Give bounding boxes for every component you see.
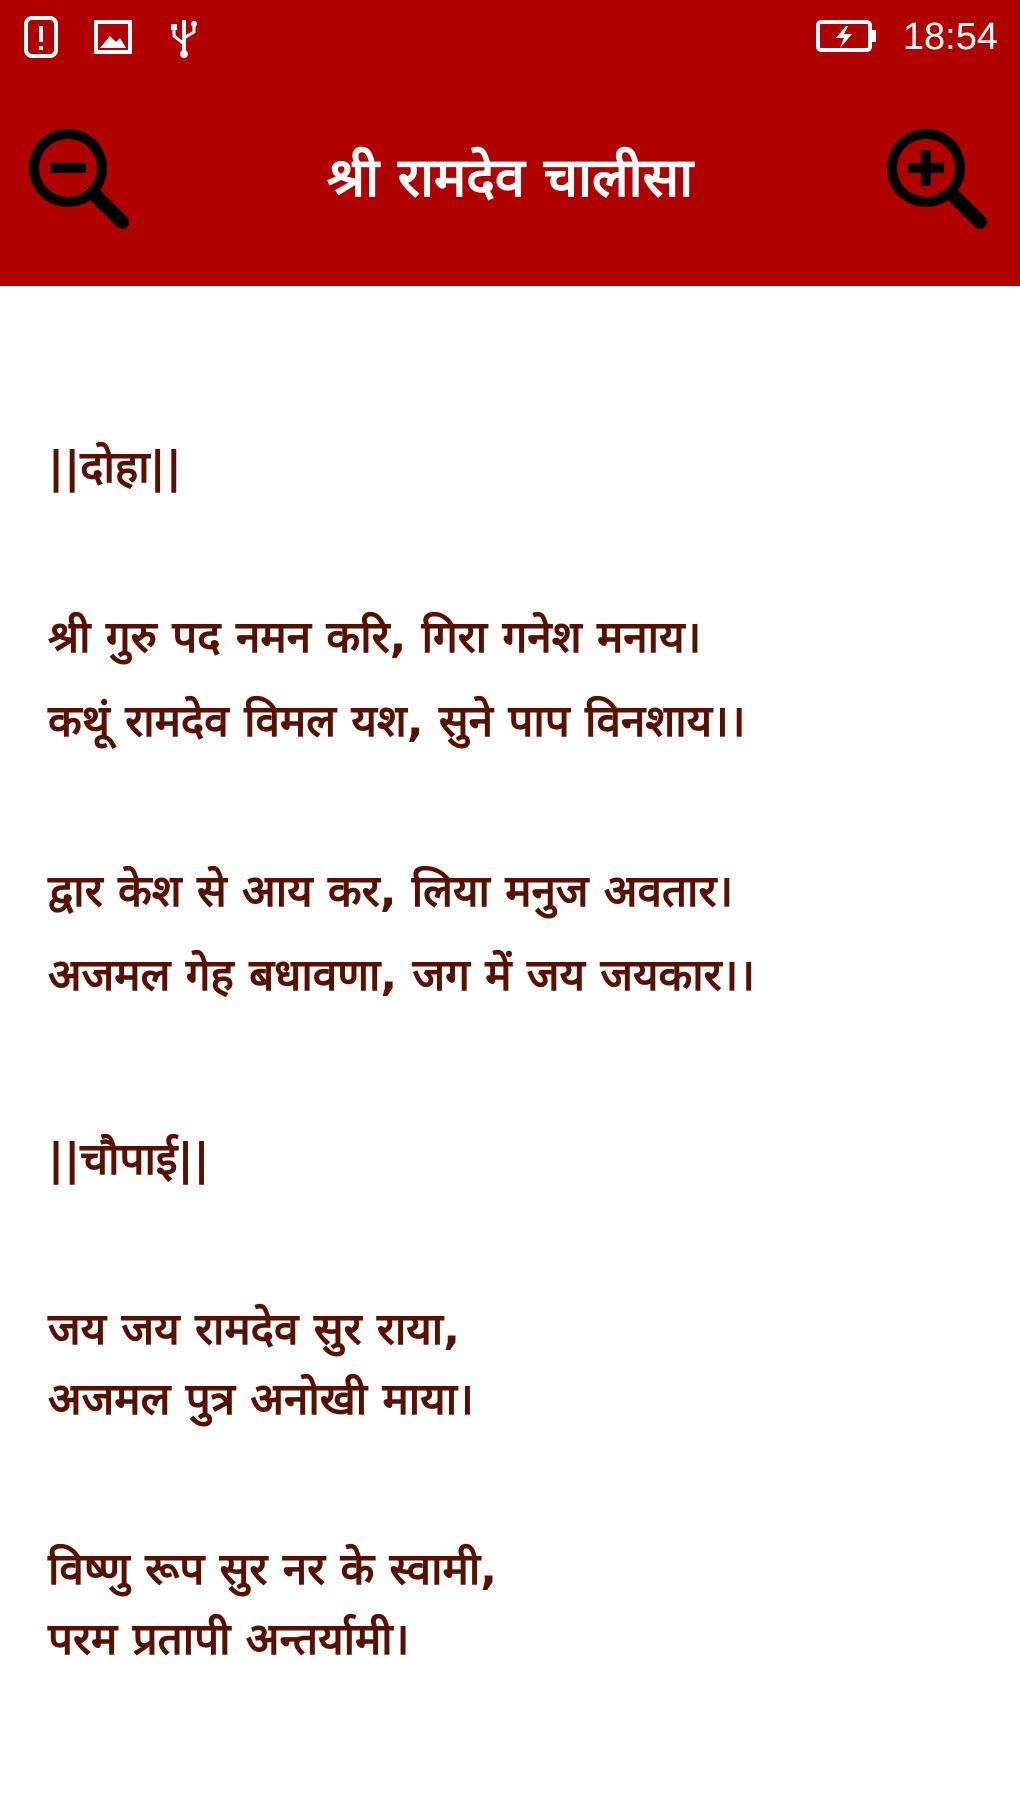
verse-line: श्री गुरु पद नमन करि, गिरा गनेश मनाय। bbox=[48, 612, 702, 663]
zoom-out-button[interactable] bbox=[24, 124, 134, 234]
verse-line: परम प्रतापी अन्तर्यामी। bbox=[48, 1614, 410, 1665]
status-time: 18:54 bbox=[902, 16, 998, 58]
chalisa-text[interactable] bbox=[0, 286, 1020, 1813]
app-bar bbox=[0, 74, 1020, 286]
status-bar bbox=[0, 0, 1020, 74]
verse-line: विष्णु रूप सुर नर के स्वामी, bbox=[48, 1544, 497, 1595]
alert-icon bbox=[20, 14, 64, 60]
verse-line: कथूं रामदेव विमल यश, सुने पाप विनशाय।। bbox=[48, 696, 746, 747]
verse-line: अजमल गेह बधावणा, जग में जय जयकार।। bbox=[48, 950, 756, 1001]
page-title: श्री रामदेव चालीसा bbox=[326, 146, 694, 209]
section-heading-chaupai: ||चौपाई|| bbox=[48, 1134, 210, 1185]
verse-line: जय जय रामदेव सुर राया, bbox=[48, 1304, 460, 1355]
usb-icon bbox=[162, 14, 206, 60]
zoom-in-icon bbox=[882, 124, 992, 234]
zoom-in-button[interactable] bbox=[882, 124, 992, 234]
zoom-out-icon bbox=[24, 124, 134, 234]
image-icon bbox=[92, 14, 136, 60]
verse-line: अजमल पुत्र अनोखी माया। bbox=[48, 1374, 474, 1425]
verse-line: द्वार केश से आय कर, लिया मनुज अवतार। bbox=[48, 866, 734, 917]
battery-charging-icon bbox=[816, 18, 878, 54]
section-heading-doha: ||दोहा|| bbox=[48, 442, 182, 493]
